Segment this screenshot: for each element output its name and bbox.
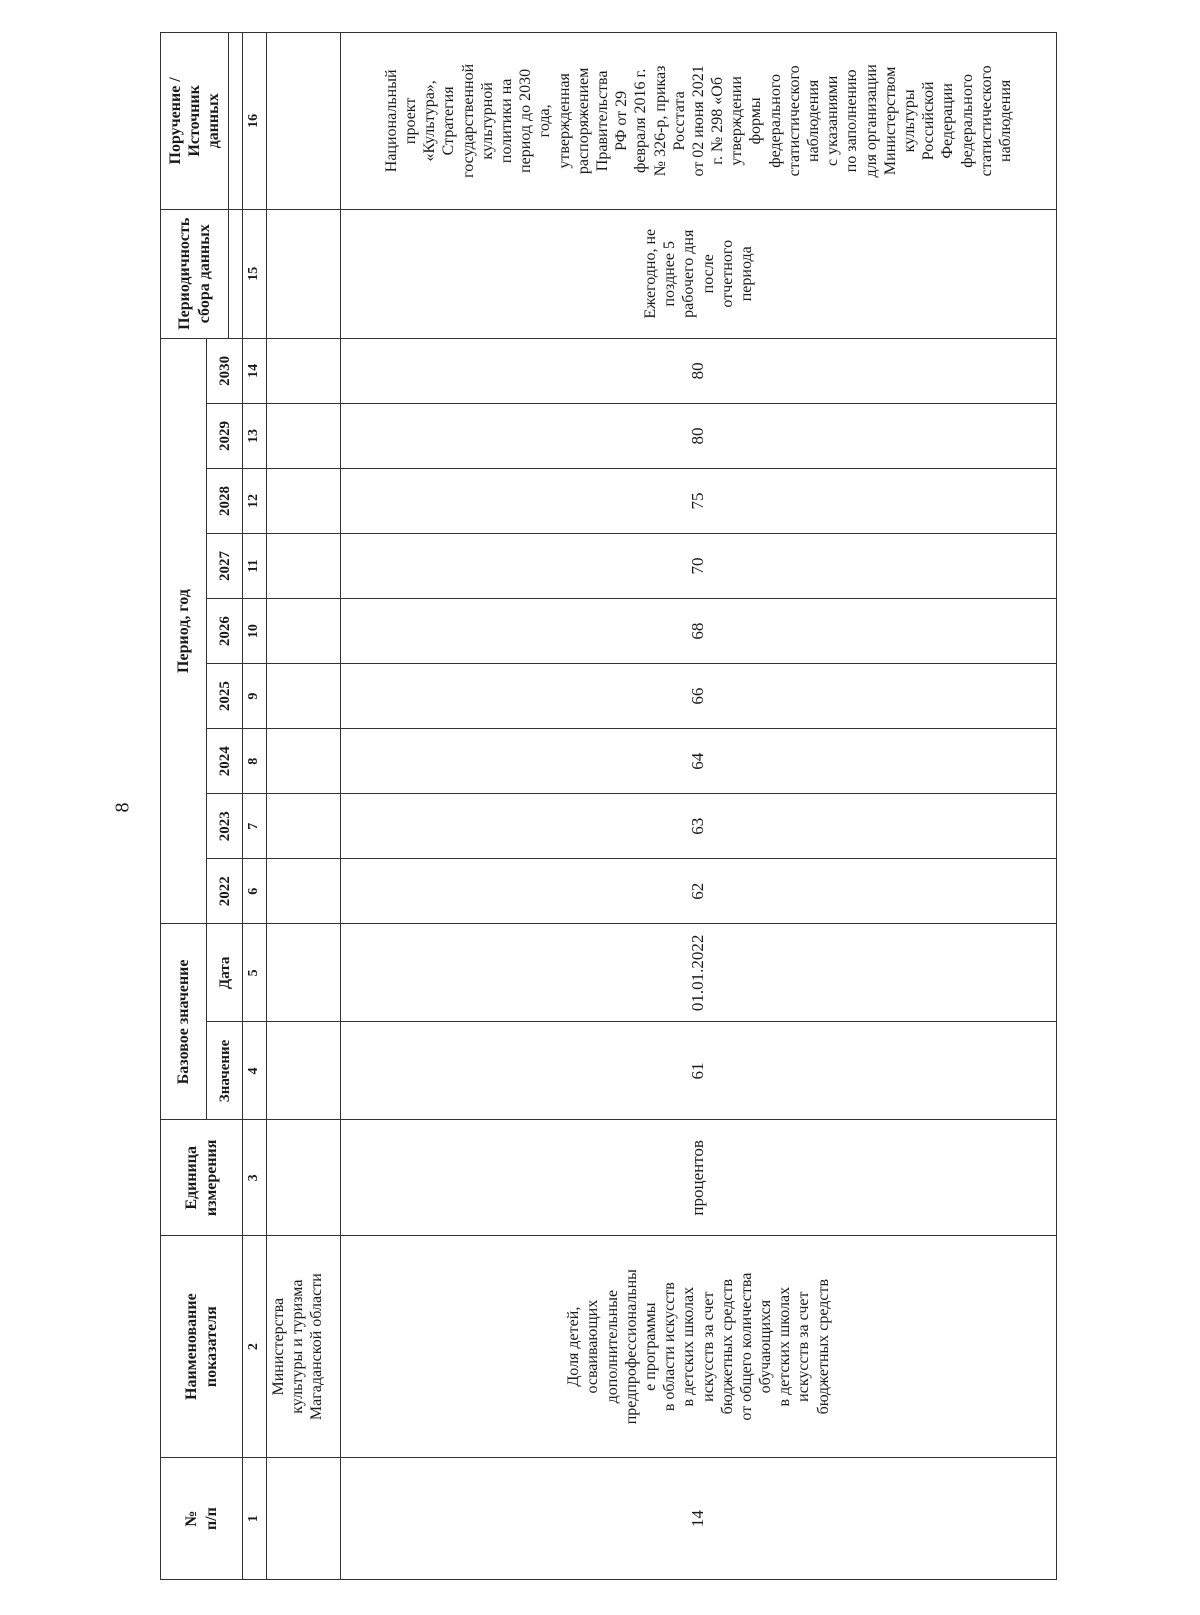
header-period: Период, год [161,338,207,924]
section-title: Министерства культуры и туризма Магаданской области [267,1236,341,1458]
column-number: 9 [243,664,267,729]
column-number: 2 [243,1236,267,1458]
section-empty-cell [267,209,341,338]
section-empty-cell [267,468,341,533]
table-row [341,33,1057,1580]
section-row [267,33,341,1580]
header-year: 2023 [207,794,243,859]
year-value-cell: 80 [341,403,1057,468]
header-unit: Единица измерения [161,1120,243,1236]
section-empty-cell [267,924,341,1022]
header-year: 2024 [207,729,243,794]
year-value-cell: 63 [341,794,1057,859]
page-number: 8 [111,802,134,813]
year-value-cell: 66 [341,664,1057,729]
year-value-cell: 80 [341,338,1057,403]
column-number: 13 [243,403,267,468]
header-year: 2030 [207,338,243,403]
base-value-cell: 61 [341,1022,1057,1120]
indicator-name: Доля детей, осваивающих дополнительные предпрофессиональны е программы в области искусств в детских школах искусств за счет бюджетных средств от общего количества обучающихся в детских школах искусств за счет бюджетных средств [341,1236,1057,1458]
unit-cell: процентов [341,1120,1057,1236]
section-empty-cell [267,599,341,664]
section-empty-cell [267,794,341,859]
header-empty-cell [229,209,243,338]
column-number: 11 [243,534,267,599]
year-value-cell: 70 [341,534,1057,599]
source-cell: Национальный проект «Культура», Стратегия государственной культурной политики на период до 2030 года, утвержденная распоряжением Правительства РФ от 29 февраля 2016 г. № 326-р, приказ Росстата от 02 июня 2021 г. № 298 «Об утверждении формы федерального статистического наблюдения с указаниями по заполнению для организации Министерством культуры Российской Федерации федерального статистического наблюдения [341,33,1057,210]
header-year: 2025 [207,664,243,729]
section-empty-cell [267,664,341,729]
column-number: 3 [243,1120,267,1236]
indicators-table [160,32,1057,1580]
section-empty-cell [267,729,341,794]
year-value-cell: 62 [341,859,1057,924]
header-year: 2028 [207,468,243,533]
column-number: 6 [243,859,267,924]
section-empty-cell [267,534,341,599]
section-empty-cell [267,859,341,924]
frequency-cell: Ежегодно, не позднее 5 рабочего дня после отчетного периода [341,209,1057,338]
header-year: 2022 [207,859,243,924]
column-number: 8 [243,729,267,794]
column-number: 7 [243,794,267,859]
header-name: Наименование показателя [161,1236,243,1458]
rotated-page-content [160,32,1082,1580]
column-number: 12 [243,468,267,533]
base-date-cell: 01.01.2022 [341,924,1057,1022]
column-number: 16 [243,33,267,210]
section-empty-cell [267,1120,341,1236]
column-number: 1 [243,1458,267,1580]
column-numbers-row [243,33,267,1580]
header-base-date: Дата [207,924,243,1022]
section-empty-cell [267,338,341,403]
header-no: № п/п [161,1458,243,1580]
section-empty-cell [267,1022,341,1120]
header-year: 2026 [207,599,243,664]
column-number: 5 [243,924,267,1022]
column-number: 10 [243,599,267,664]
header-year: 2029 [207,403,243,468]
column-number: 4 [243,1022,267,1120]
section-empty-cell [267,403,341,468]
year-value-cell: 68 [341,599,1057,664]
header-frequency: Периодичность сбора данных [161,209,229,338]
header-empty-cell [229,33,243,210]
row-number: 14 [341,1458,1057,1580]
header-base: Базовое значение [161,924,207,1120]
section-empty-cell [267,33,341,210]
year-value-cell: 75 [341,468,1057,533]
year-value-cell: 64 [341,729,1057,794]
section-empty-cell [267,1458,341,1580]
header-year: 2027 [207,534,243,599]
column-number: 15 [243,209,267,338]
header-row-1 [161,33,207,1580]
column-number: 14 [243,338,267,403]
header-source: Поручение / Источник данных [161,33,229,210]
header-base-value: Значение [207,1022,243,1120]
